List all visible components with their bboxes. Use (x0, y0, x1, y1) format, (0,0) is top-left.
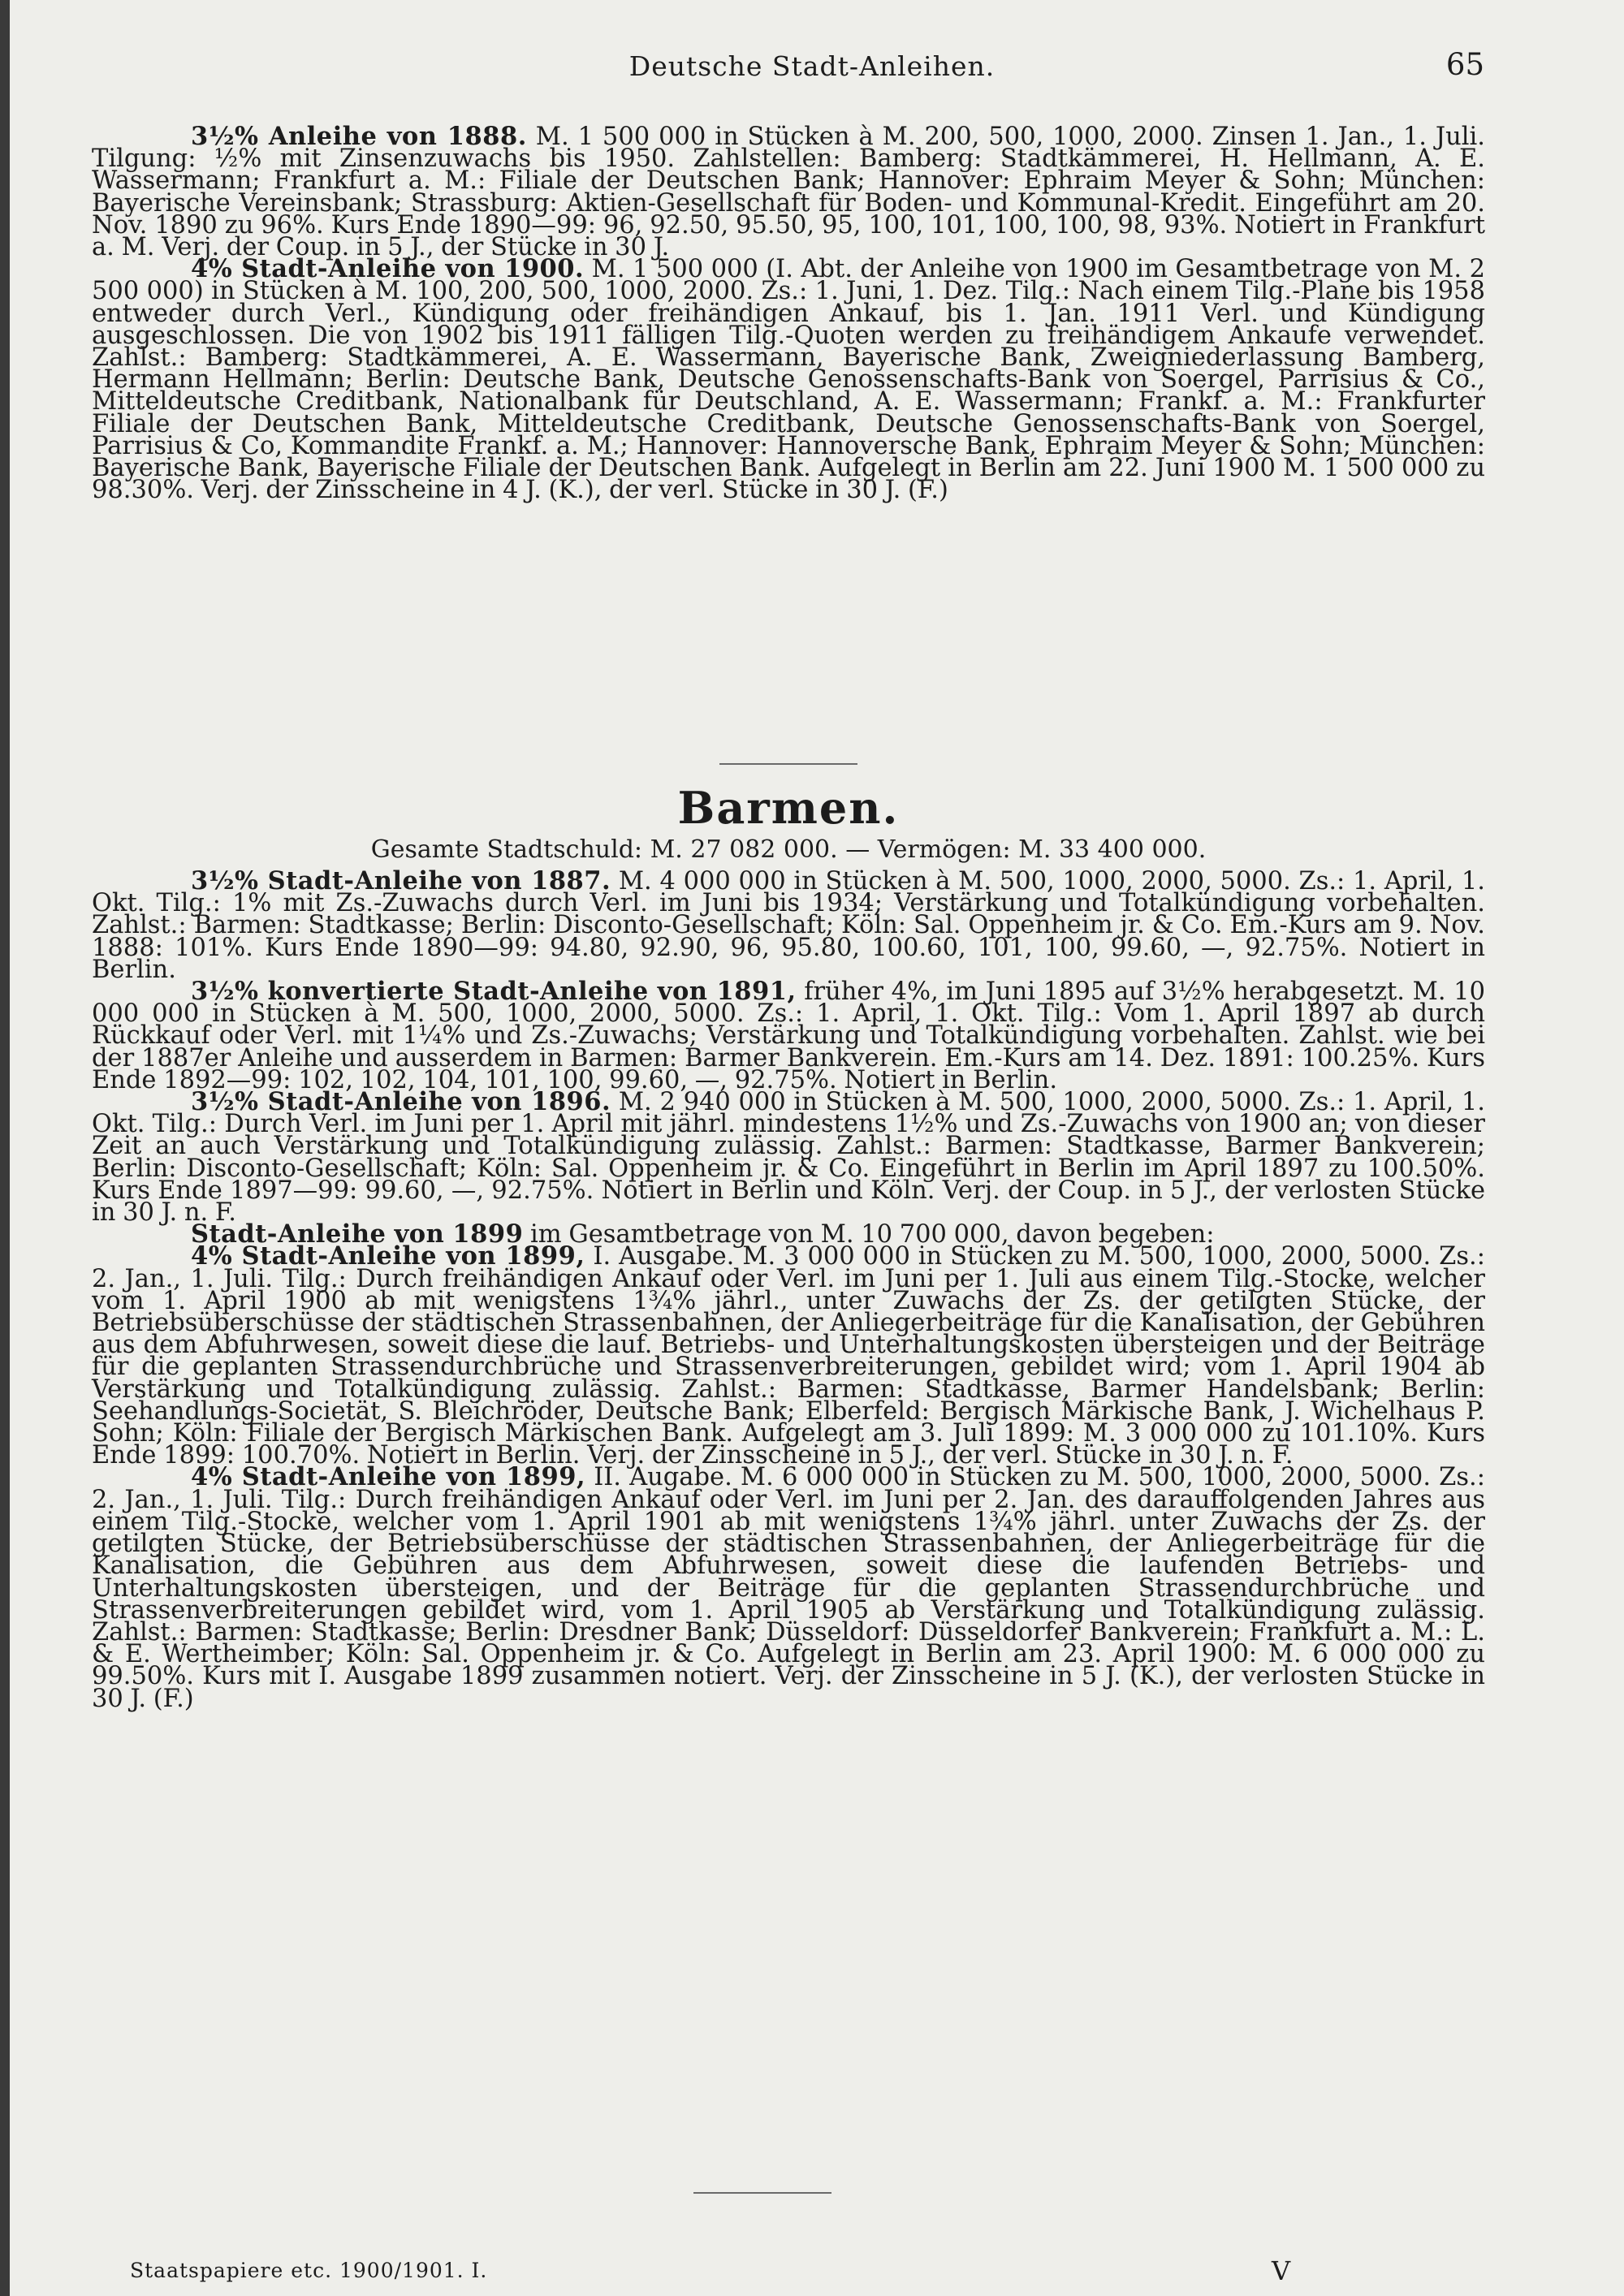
loan-title: 4% Stadt-Anleihe von 1899, (191, 1462, 586, 1492)
footer-sheet-mark: V (1272, 2255, 1291, 2286)
running-title: Deutsche Stadt-Anleihen. (628, 50, 996, 82)
section-loans-top (92, 122, 1485, 505)
closing-divider (693, 2192, 831, 2194)
loan-title: 4% Stadt-Anleihe von 1900. (191, 254, 585, 284)
loan-text: M. 4 000 000 in Stücken à M. 500, 1000, 2000, 5000. Zs.: 1. April, 1. Okt. Tilg.: 1% mit Zs.-Zuwachs durch Verl. im Juni bis 1934; Verstärkung und Totalkündigung vorbehalten. Zahlst.: Barmen: Stadtkasse; Berlin: Disconto-Gesellschaft; Köln: Sal. Oppenheim jr. & Co. Em.-Kurs am 9. Nov. 1888: 101%. Kurs Ende 1890—99: 94.80, 92.90, 96, 95.80, 100.60, 101, 100, 99.60, —, 92.75%. Notiert in Berlin. (92, 867, 1485, 984)
section-divider (719, 763, 857, 765)
loan-title: 3½% Anleihe von 1888. (191, 122, 527, 151)
loan-entry-1896 (92, 1087, 1485, 1228)
loan-entry-1887 (92, 866, 1485, 984)
city-title: Barmen. (677, 782, 900, 834)
loan-title: 3½% Stadt-Anleihe von 1896. (191, 1087, 611, 1117)
loan-text: M. 2 940 000 in Stücken à M. 500, 1000, 2000, 5000. Zs.: 1. April, 1. Okt. Tilg.: Durch Verl. im Juni per 1. April mit jährl. mindestens 1½% und Zs.-Zuwachs von 1900 an; von dieser Zeit an auch Verstärkung und Totalkündigung zulässig. Zahlst.: Barmen: Stadtkasse, Barmer Bankverein; Berlin: Disconto-Gesellschaft; Köln: Sal. Oppenheim jr. & Co. Eingeführt in Berlin im April 1897 zu 100.50%. Kurs Ende 1897—99: 99.60, —, 92.75%. Notiert in Berlin und Köln. Verj. der Coup. in 5 J., der verlosten Stücke in 30 J. n. F. (92, 1088, 1485, 1228)
loan-text: II. Augabe. M. 6 000 000 in Stücken zu M. 500, 1000, 2000, 5000. Zs.: 2. Jan., 1. Juli. Tilg.: Durch freihändigen Ankauf oder Verl. im Juni per 2. Jan. des darauffolgenden Jahres aus einem Tilg.-Stocke, welcher vom 1. April 1901 ab mit wenigstens 1¾% jährl. unter Zuwachs der Zs. der getilgten Stücke, der Betriebsüberschüsse der städtischen Strassenbahnen, der Anliegerbeiträge für die Kanalisation, die Gebühren aus dem Abfuhrwesen, soweit diese die laufenden Betriebs- und Unterhaltungskosten übersteigen, und der Beiträge für die geplanten Strassendurchbrüche und Strassenverbreiterungen gebildet wird, vom 1. April 1905 ab Verstärkung und Totalkündigung zulässig. Zahlst.: Barmen: Stadtkasse; Berlin: Dresdner Bank; Düsseldorf: Düsseldorfer Bankverein; Frankfurt a. M.: L. & E. Wertheimber; Köln: Sal. Oppenheim jr. & Co. Aufgelegt in Berlin am 23. April 1900: M. 6 000 000 zu 99.50%. Kurs mit I. Ausgabe 1899 zusammen notiert. Verj. der Zinsscheine in 5 J. (K.), der verlosten Stücke in 30 J. (F.) (92, 1463, 1485, 1713)
loan-text: früher 4%, im Juni 1895 auf 3½% herabgesetzt. M. 10 000 000 in Stücken à M. 500, 1000, 2000, 5000. Zs.: 1. April, 1. Okt. Tilg.: Vom 1. April 1897 ab durch Rückkauf oder Verl. mit 1¼% und Zs.-Zuwachs; Verstärkung und Totalkündigung vorbehalten. Zahlst. wie bei der 1887er Anleihe und ausserdem in Barmen: Barmer Bankverein. Em.-Kurs am 14. Dez. 1891: 100.25%. Kurs Ende 1892—99: 102, 102, 104, 101, 100, 99.60, —, 92.75%. Notiert in Berlin. (92, 978, 1485, 1094)
loan-entry-1888 (92, 122, 1485, 262)
loan-text: M. 1 500 000 (I. Abt. der Anleihe von 1900 im Gesamtbetrage von M. 2 500 000) in Stücken à M. 100, 200, 500, 1000, 2000. Zs.: 1. Juni, 1. Dez. Tilg.: Nach einem Tilg.-Plane bis 1958 entweder durch Verl., Kündigung oder freihändigen Ankauf, bis 1. Jan. 1911 Verl. und Kündigung ausgeschlossen. Die von 1902 bis 1911 fälligen Tilg.-Quoten werden zu freihändigem Ankaufe verwendet. Zahlst.: Bamberg: Stadtkämmerei, A. E. Wassermann, Bayerische Bank, Zweigniederlassung Bamberg, Hermann Hellmann; Berlin: Deutsche Bank, Deutsche Genossenschafts-Bank von Soergel, Parrisius & Co., Mitteldeutsche Creditbank, Nationalbank für Deutschland, A. E. Wassermann; Frankf. a. M.: Frankfurter Filiale der Deutschen Bank, Mitteldeutsche Creditbank, Deutsche Genossenschafts-Bank von Soergel, Parrisius & Co, Kommandite Frankf. a. M.; Hannover: Hannoversche Bank, Ephraim Meyer & Sohn; München: Bayerische Bank, Bayerische Filiale der Deutschen Bank. Aufgelegt in Berlin am 22. Juni 1900 M. 1 500 000 zu 98.30%. Verj. der Zinsscheine in 4 J. (K.), der verl. Stücke in 30 J. (F.) (92, 255, 1485, 505)
city-section-header (92, 763, 1485, 864)
loan-title: 3½% konvertierte Stadt-Anleihe von 1891, (191, 977, 797, 1007)
loan-entry-1899-issue-2 (92, 1462, 1485, 1713)
loan-text: im Gesamtbetrage von M. 10 700 000, davon begeben: (523, 1220, 1215, 1249)
loan-text: M. 1 500 000 in Stücken à M. 200, 500, 1000, 2000. Zinsen 1. Jan., 1. Juli. Tilgung: ½% mit Zinsenzuwachs bis 1950. Zahlstellen: Bamberg: Stadtkämmerei, H. Hellmann, A. E. Wassermann; Frankfurt a. M.: Filiale der Deutschen Bank; Hannover: Ephraim Meyer & Sohn; München: Bayerische Vereinsbank; Strassburg: Aktien-Gesellschaft für Boden- und Kommunal-Kredit. Eingeführt am 20. Nov. 1890 zu 96%. Kurs Ende 1890—99: 96, 92.50, 95.50, 95, 100, 101, 100, 100, 98, 93%. Notiert in Frankfurt a. M. Verj. der Coup. in 5 J., der Stücke in 30 J. (92, 123, 1485, 262)
scan-edge (0, 0, 10, 2296)
page-number: 65 (1445, 47, 1484, 82)
loan-entry-1900 (92, 254, 1485, 505)
city-debt-summary: Gesamte Stadtschuld: M. 27 082 000. — Vermögen: M. 33 400 000. (370, 835, 1207, 864)
footer-signature: Staatspapiere etc. 1900/1901. I. (130, 2259, 488, 2282)
loan-entry-1891 (92, 977, 1485, 1094)
loan-entry-1899-issue-1 (92, 1241, 1485, 1470)
section-loans-barmen (92, 866, 1485, 1713)
loan-title: 3½% Stadt-Anleihe von 1887. (191, 866, 611, 896)
loan-title: Stadt-Anleihe von 1899 (191, 1219, 524, 1249)
loan-title: 4% Stadt-Anleihe von 1899, (191, 1241, 585, 1271)
loan-text: I. Ausgabe. M. 3 000 000 in Stücken zu M. 500, 1000, 2000, 5000. Zs.: 2. Jan., 1. Juli. Tilg.: Durch freihändigen Ankauf oder Verl. im Juni per 1. Juli aus einem Tilg.-Stocke, welcher vom 1. April 1900 ab mit wenigstens 1¾% jährl., unter Zuwachs der Zs. der getilgten Stücke, der Betriebsüberschüsse der städtischen Strassenbahnen, der Anliegerbeiträge für die Kanalisation, der Gebühren aus dem Abfuhrwesen, soweit diese die lauf. Betriebs- und Unterhaltungskosten übersteigen und der Beiträge für die geplanten Strassendurchbrüche und Strassenverbreiterungen, gebildet wird; vom 1. April 1904 ab Verstärkung und Totalkündigung zulässig. Zahlst.: Barmen: Stadtkasse, Barmer Handelsbank; Berlin: Seehandlungs-Societät, S. Bleichröder, Deutsche Bank; Elberfeld: Bergisch Märkische Bank, J. Wichelhaus P. Sohn; Köln: Filiale der Bergisch Märkischen Bank. Aufgelegt am 3. Juli 1899: M. 3 000 000 zu 101.10%. Kurs Ende 1899: 100.70%. Notiert in Berlin. Verj. der Zinsscheine in 5 J., der verl. Stücke in 30 J. n. F. (92, 1242, 1485, 1470)
